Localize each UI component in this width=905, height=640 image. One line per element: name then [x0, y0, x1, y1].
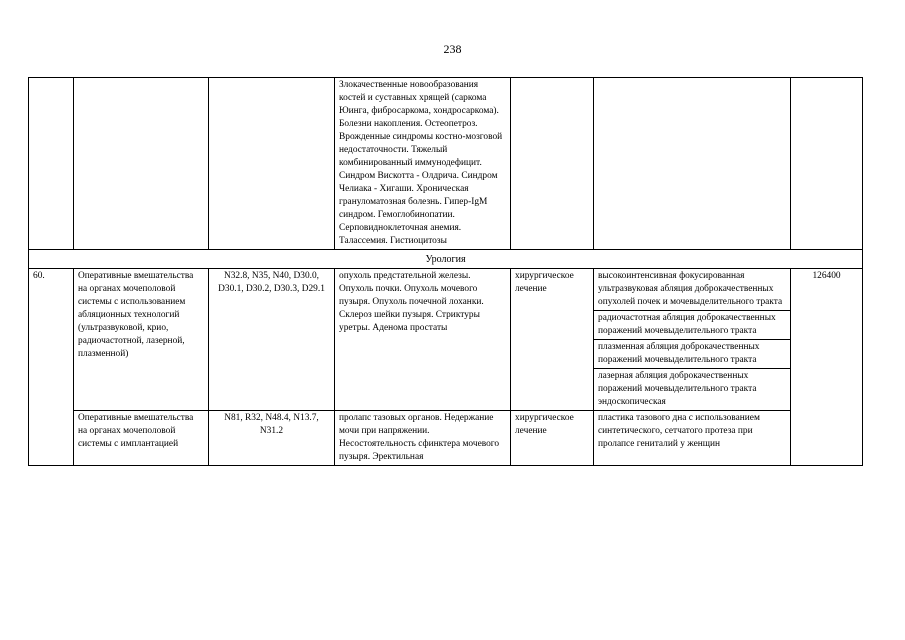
- cell-name: [74, 78, 209, 250]
- medical-care-table: [28, 77, 863, 466]
- cell-diseases: опухоль предстательной железы. Опухоль почки. Опухоль мочевого пузыря. Опухоль почечной лоханки. Склероз шейки пузыря. Стриктуры уретры. Аденома простаты: [335, 269, 511, 411]
- cell-method-3: плазменная абляция доброкачественных поражений мочевыделительного тракта: [594, 340, 791, 369]
- cell-methods: [594, 78, 791, 250]
- cell-name: Оперативные вмешательства на органах мочеполовой системы с использованием абляционных технологий (ультразвуковой, крио, радиочастотной, лазерной, плазменной): [74, 269, 209, 411]
- cell-num: [29, 78, 74, 250]
- cell-cost: [791, 78, 863, 250]
- cell-method: пластика тазового дна с использованием синтетического, сетчатого протеза при пролапсе гениталий у женщин: [594, 411, 791, 466]
- section-title: Урология: [29, 250, 863, 269]
- cell-diseases: пролапс тазовых органов. Недержание мочи при напряжении. Несостоятельность сфинктера мочевого пузыря. Эректильная: [335, 411, 511, 466]
- cell-method-4: лазерная абляция доброкачественных поражений мочевыделительного тракта эндоскопическая: [594, 369, 791, 411]
- cell-method-1: высокоинтенсивная фокусированная ультразвуковая абляция доброкачественных опухолей почек и мочевыделительного тракта: [594, 269, 791, 311]
- table-row-60-e: [29, 411, 863, 466]
- cell-codes: N32.8, N35, N40, D30.0, D30.1, D30.2, D30.3, D29.1: [209, 269, 335, 411]
- table-row-continuation: [29, 78, 863, 250]
- cell-treatment: хирургическое лечение: [511, 411, 594, 466]
- cell-codes: N81, R32, N48.4, N13.7, N31.2: [209, 411, 335, 466]
- page-number: 238: [443, 42, 462, 56]
- table-row-60-a: [29, 269, 863, 311]
- section-row-urology: [29, 250, 863, 269]
- cell-name: Оперативные вмешательства на органах мочеполовой системы с имплантацией: [74, 411, 209, 466]
- cell-method-2: радиочастотная абляция доброкачественных поражений мочевыделительного тракта: [594, 311, 791, 340]
- cell-cost: 126400: [791, 269, 863, 466]
- cell-diseases: Злокачественные новообразования костей и суставных хрящей (саркома Юинга, фибросаркома, хондросаркома). Болезни накопления. Остеопетроз. Врожденные синдромы костно-мозговой недостаточности. Тяжелый комбинированный иммунодефицит. Синдром Вискотта - Олдрича. Синдром Челиака - Хигаши. Хроническая грануломатозная болезнь. Гипер-IgM синдром. Гемоглобинопатии. Серповидноклеточная анемия. Талассемия. Гистиоцитозы: [335, 78, 511, 250]
- cell-num: 60.: [29, 269, 74, 466]
- cell-treatment: хирургическое лечение: [511, 269, 594, 411]
- cell-codes: [209, 78, 335, 250]
- cell-treatment: [511, 78, 594, 250]
